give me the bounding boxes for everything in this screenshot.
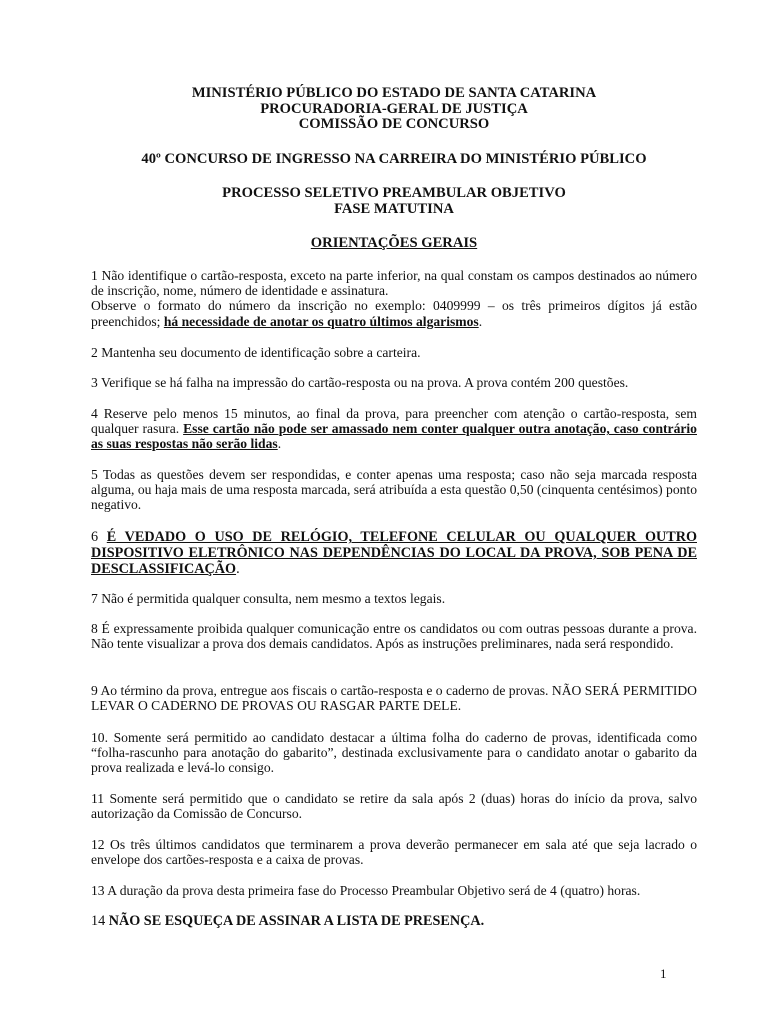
instruction-5: 5 Todas as questões devem ser respondidas, e conter apenas uma resposta; caso não seja marcada resposta alguma, ou haja mais de uma resposta marcada, será atribuída a esta questão 0,50 (cinquenta centésimos) ponto negativo. bbox=[91, 467, 697, 513]
instruction-4 bbox=[91, 406, 697, 452]
instruction-11: 11 Somente será permitido que o candidato se retire da sala após 2 (duas) horas do início da prova, salvo autorização da Comissão de Concurso. bbox=[91, 791, 697, 822]
document-header bbox=[91, 86, 697, 133]
phase-name: FASE MATUTINA bbox=[334, 200, 454, 217]
instruction-1-end: . bbox=[478, 313, 483, 329]
instruction-6 bbox=[91, 529, 697, 577]
instruction-4-end: . bbox=[277, 436, 282, 452]
instruction-6-number: 6 bbox=[91, 529, 107, 545]
process-title bbox=[91, 186, 697, 217]
instruction-4-emphasis: Esse cartão não pode ser amassado nem conter qualquer outra anotação, caso contrário as suas respostas não serão lidas bbox=[91, 421, 697, 452]
instruction-1-text: 1 Não identifique o cartão-resposta, exceto na parte inferior, na qual constam os campos destinados ao número de inscrição, nome, número de identidade e assinatura. bbox=[91, 268, 697, 299]
instruction-12: 12 Os três últimos candidatos que terminarem a prova deverão permanecer em sala até que seja lacrado o envelope dos cartões-resposta e a caixa de provas. bbox=[91, 837, 697, 868]
instruction-13: 13 A duração da prova desta primeira fase do Processo Preambular Objetivo será de 4 (quatro) horas. bbox=[91, 883, 641, 898]
instruction-1-example: Observe o formato do número da inscrição no exemplo: 0409999 – os três primeiros dígitos já estão preenchidos; bbox=[91, 298, 697, 329]
section-title bbox=[91, 236, 697, 252]
instruction-7: 7 Não é permitida qualquer consulta, nem mesmo a textos legais. bbox=[91, 591, 446, 606]
process-name: PROCESSO SELETIVO PREAMBULAR OBJETIVO bbox=[222, 185, 566, 201]
instruction-8: 8 É expressamente proibida qualquer comunicação entre os candidatos ou com outras pessoas durante a prova. Não tente visualizar a prova dos demais candidatos. Após as instruções preliminares, nada será respondido. bbox=[91, 621, 697, 652]
header-line-ministry: MINISTÉRIO PÚBLICO DO ESTADO DE SANTA CATARINA bbox=[191, 85, 597, 101]
instruction-14-warning: NÃO SE ESQUEÇA DE ASSINAR A LISTA DE PRESENÇA. bbox=[108, 913, 485, 929]
instruction-2: 2 Mantenha seu documento de identificação sobre a carteira. bbox=[91, 345, 421, 360]
page-number: 1 bbox=[660, 966, 667, 981]
instruction-10: 10. Somente será permitido ao candidato destacar a última folha do caderno de provas, identificada como “folha-rascunho para anotação do gabarito”, destinada exclusivamente para o candidato anotar o gabarito da prova realizada e levá-lo consigo. bbox=[91, 730, 697, 776]
instruction-9: 9 Ao término da prova, entregue aos fiscais o cartão-resposta e o caderno de provas. NÃO SERÁ PERMITIDO LEVAR O CADERNO DE PROVAS OU RASGAR PARTE DELE. bbox=[91, 683, 697, 714]
instruction-14-number: 14 bbox=[91, 913, 109, 929]
instruction-1 bbox=[91, 268, 697, 329]
header-line-procuradoria: PROCURADORIA-GERAL DE JUSTIÇA bbox=[260, 100, 528, 117]
contest-title bbox=[91, 152, 697, 168]
header-line-commission: COMISSÃO DE CONCURSO bbox=[298, 116, 490, 133]
instruction-14 bbox=[91, 914, 697, 929]
instruction-4-text: 4 Reserve pelo menos 15 minutos, ao final da prova, para preencher com atenção o cartão-resposta, sem qualquer rasura. bbox=[91, 406, 697, 437]
section-title-text: ORIENTAÇÕES GERAIS bbox=[310, 235, 478, 251]
contest-title-text: 40º CONCURSO DE INGRESSO NA CARREIRA DO MINISTÉRIO PÚBLICO bbox=[141, 151, 647, 167]
instruction-3: 3 Verifique se há falha na impressão do cartão-resposta ou na prova. A prova contém 200 questões. bbox=[91, 375, 629, 390]
instruction-1-emphasis: há necessidade de anotar os quatro últimos algarismos bbox=[163, 313, 479, 329]
instruction-6-end: . bbox=[236, 561, 240, 577]
instruction-6-warning: É VEDADO O USO DE RELÓGIO, TELEFONE CELULAR OU QUALQUER OUTRO DISPOSITIVO ELETRÔNICO NAS DEPENDÊNCIAS DO LOCAL DA PROVA, SOB PENA DE DESCLASSIFICAÇÃO bbox=[91, 529, 697, 577]
